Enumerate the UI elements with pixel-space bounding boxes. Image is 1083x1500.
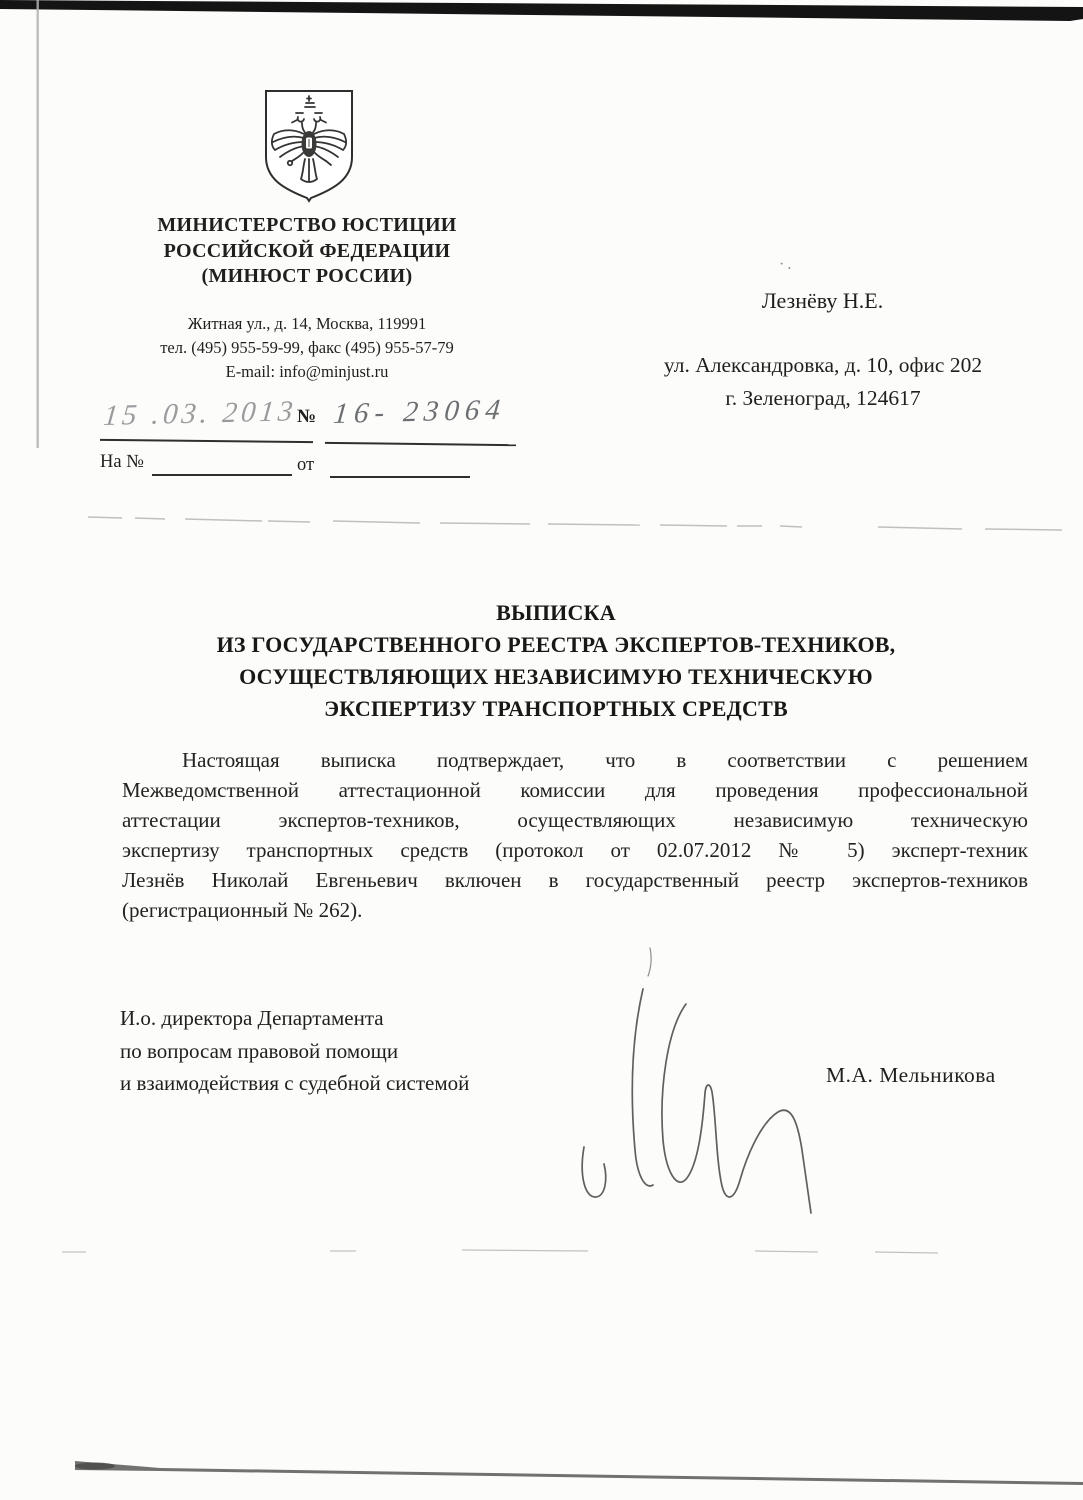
ministry-address-line: E-mail: info@minjust.ru xyxy=(225,362,389,381)
body-text-line: Межведомственной аттестационной комиссии для проведения профессиональной xyxy=(122,778,1028,802)
ruled-line xyxy=(325,442,516,446)
coat-of-arms-icon xyxy=(262,87,356,203)
signer-position-line: И.о. директора Департамента xyxy=(120,1006,384,1030)
ministry-name xyxy=(108,213,506,290)
scan-speck: ·. xyxy=(779,256,795,273)
signer-position xyxy=(120,1002,600,1100)
ruled-line xyxy=(152,474,292,476)
document-title-line: ВЫПИСКА xyxy=(496,600,616,625)
ruled-line xyxy=(100,439,313,443)
na-no-label: На № xyxy=(100,452,144,472)
document-title xyxy=(95,597,1017,725)
signer-name: М.А. Мельникова xyxy=(826,1063,996,1087)
addressee-address-line: ул. Александровка, д. 10, офис 202 xyxy=(663,353,983,377)
addressee-address xyxy=(628,349,1018,415)
body-text-line: Лезнёв Николай Евгеньевич включен в государственный реестр экспертов-техников xyxy=(122,868,1028,892)
body-text-line: экспертизу транспортных средств (протокол от 02.07.2012 № 5) эксперт-техник xyxy=(122,838,1028,862)
addressee-address-line: г. Зеленоград, 124617 xyxy=(725,386,921,410)
ruled-line xyxy=(330,476,470,478)
ministry-address xyxy=(108,312,506,384)
signer-position-line: по вопросам правовой помощи xyxy=(120,1038,399,1063)
ot-label: от xyxy=(297,455,315,475)
number-sign-label: № xyxy=(297,406,317,427)
handwritten-number: 16- 23064 xyxy=(332,393,508,430)
document-title-line: ЭКСПЕРТИЗУ ТРАНСПОРТНЫХ СРЕДСТВ xyxy=(324,696,788,721)
ministry-name-line: (МИНЮСТ РОССИИ) xyxy=(201,265,413,287)
document-title-line: ИЗ ГОСУДАРСТВЕННОГО РЕЕСТРА ЭКСПЕРТОВ-ТЕХНИКОВ, xyxy=(216,632,896,657)
ministry-address-line: Житная ул., д. 14, Москва, 119991 xyxy=(187,314,427,333)
ministry-address-line: тел. (495) 955-59-99, факс (495) 955-57-79 xyxy=(160,338,454,357)
body-text-line: аттестации экспертов-техников, осуществляющих независимую техническую xyxy=(122,808,1028,832)
body-text-line: Настоящая выписка подтверждает, что в соответствии с решением xyxy=(182,748,1028,772)
body-text-line: (регистрационный № 262). xyxy=(122,898,363,922)
ministry-name-line: МИНИСТЕРСТВО ЮСТИЦИИ xyxy=(157,214,457,236)
signer-position-line: и взаимодействия с судебной системой xyxy=(120,1071,470,1095)
ministry-name-line: РОССИЙСКОЙ ФЕДЕРАЦИИ xyxy=(163,239,451,262)
handwritten-date: 15 .03. 2013 xyxy=(102,395,299,432)
addressee-name: Лезнёву Н.Е. xyxy=(761,288,884,313)
document-title-line: ОСУЩЕСТВЛЯЮЩИХ НЕЗАВИСИМУЮ ТЕХНИЧЕСКУЮ xyxy=(239,664,873,689)
